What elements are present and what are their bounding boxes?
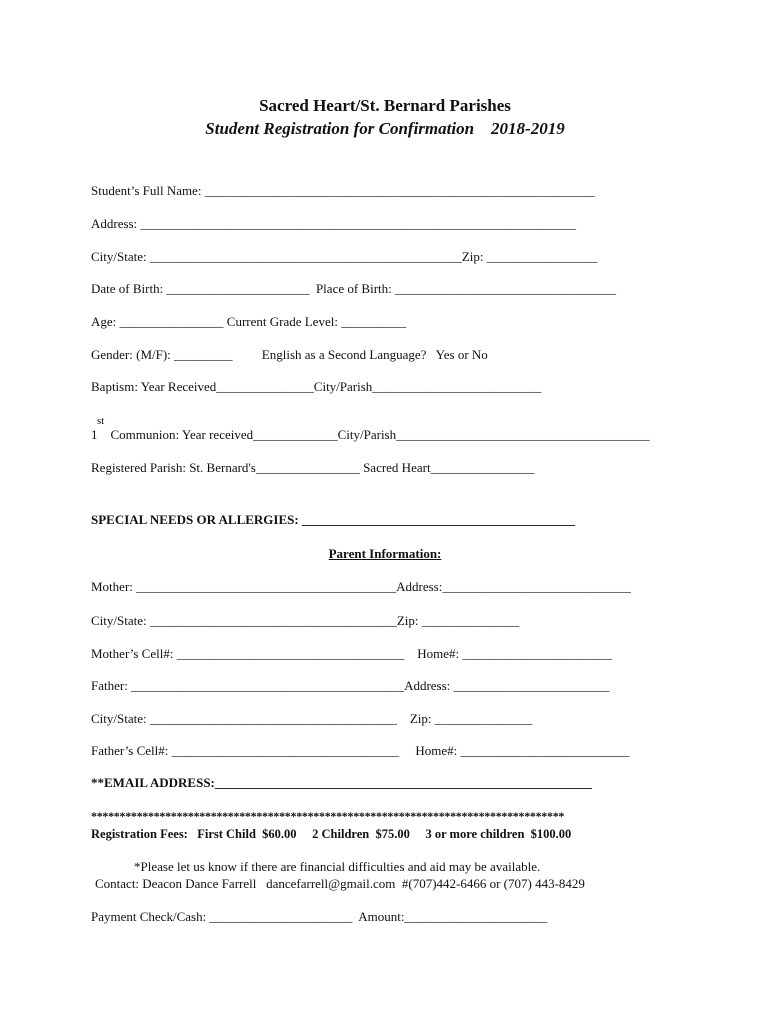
- father-city-field[interactable]: City/State: ______________________________________ Zip: _______________: [91, 711, 533, 726]
- contact-line: Contact: Deacon Dance Farrell dancefarrell@gmail.com #(707)442-6466 or (707) 443-8429: [95, 876, 585, 891]
- address-field[interactable]: Address: ___________________________________________________________________: [91, 216, 576, 231]
- mother-field[interactable]: Mother: ________________________________________Address:_____________________________: [91, 579, 631, 594]
- mother-city-field[interactable]: City/State: ______________________________________Zip: _______________: [91, 613, 520, 628]
- payment-field[interactable]: Payment Check/Cash: ______________________ Amount:______________________: [91, 909, 548, 924]
- email-field[interactable]: **EMAIL ADDRESS:__________________________________________________________: [91, 775, 592, 790]
- special-needs-field[interactable]: SPECIAL NEEDS OR ALLERGIES: __________________________________________: [91, 512, 575, 527]
- baptism-field[interactable]: Baptism: Year Received_______________City/Parish__________________________: [91, 379, 542, 394]
- communion-field[interactable]: 1 Communion: Year received_____________City/Parish_______________________________________: [91, 427, 650, 442]
- mother-cell-field[interactable]: Mother’s Cell#: ___________________________________ Home#: _______________________: [91, 646, 612, 661]
- father-field[interactable]: Father: __________________________________________Address: ________________________: [91, 678, 610, 693]
- communion-superscript: st: [97, 415, 105, 427]
- student-full-name-field[interactable]: Student’s Full Name: ____________________________________________________________: [91, 183, 595, 198]
- star-divider: ***********************************************************************************: [91, 809, 565, 823]
- parent-info-heading: Parent Information:: [328, 546, 442, 561]
- form-subtitle: Student Registration for Confirmation 2018-2019: [205, 119, 565, 138]
- birth-date-place-field[interactable]: Date of Birth: ______________________ Place of Birth: __________________________________: [91, 281, 617, 296]
- city-state-zip-field[interactable]: City/State: ________________________________________________Zip: _________________: [91, 249, 598, 264]
- father-cell-field[interactable]: Father’s Cell#: ___________________________________ Home#: __________________________: [91, 743, 630, 758]
- gender-esl-field[interactable]: Gender: (M/F): _________ English as a Second Language? Yes or No: [91, 347, 488, 362]
- registration-fees: Registration Fees: First Child $60.00 2 Children $75.00 3 or more children $100.00: [91, 827, 572, 841]
- financial-aid-note: *Please let us know if there are financial difficulties and aid may be available.: [134, 859, 541, 874]
- age-grade-field[interactable]: Age: ________________ Current Grade Level: __________: [91, 314, 407, 329]
- form-title: Sacred Heart/St. Bernard Parishes: [259, 96, 511, 115]
- registered-parish-field[interactable]: Registered Parish: St. Bernard's________________ Sacred Heart________________: [91, 460, 535, 475]
